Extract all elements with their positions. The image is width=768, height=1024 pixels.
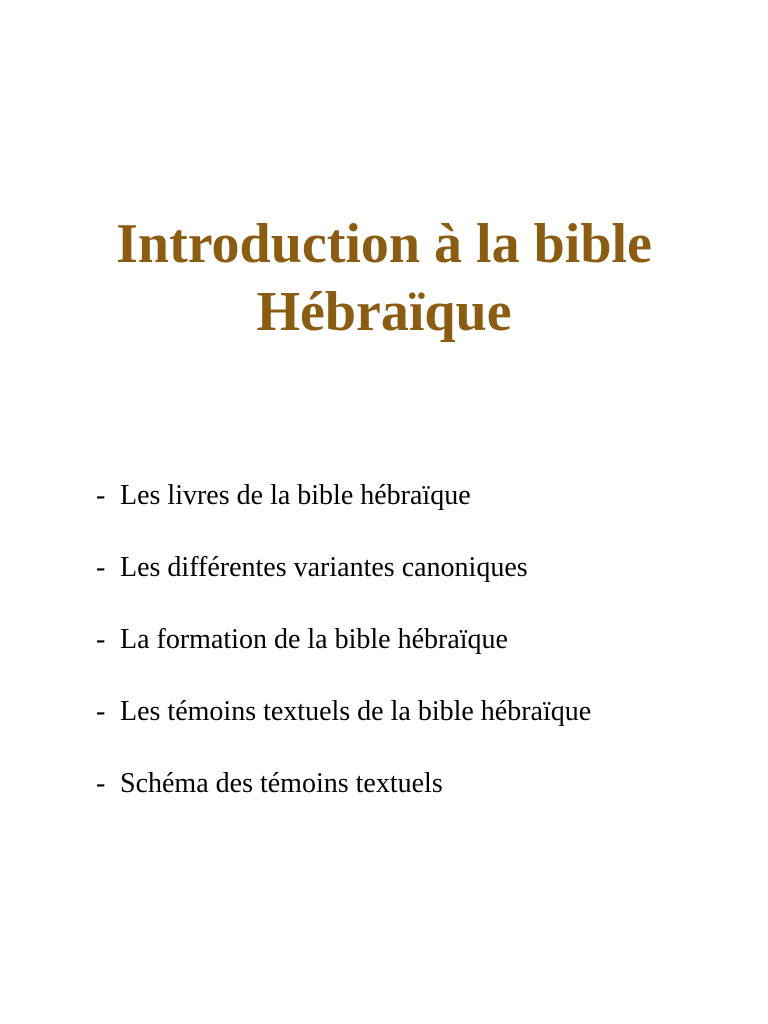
title-line-1: Introduction à la bible (116, 213, 652, 275)
list-item-text: La formation de la bible hébraïque (120, 624, 508, 655)
list-item-text: Les témoins textuels de la bible hébraïque (120, 696, 592, 727)
list-item (96, 692, 591, 732)
title-line-2: Hébraïque (256, 281, 512, 343)
topic-list (96, 476, 591, 836)
list-item (96, 764, 591, 804)
bullet-dash: - (96, 480, 106, 511)
bullet-dash: - (96, 552, 106, 583)
page-title (0, 210, 768, 346)
bullet-dash: - (96, 696, 106, 727)
list-item (96, 548, 591, 588)
bullet-dash: - (96, 624, 106, 655)
list-item-text: Les livres de la bible hébraïque (120, 480, 471, 511)
bullet-dash: - (96, 768, 106, 799)
list-item (96, 476, 591, 516)
list-item (96, 620, 591, 660)
list-item-text: Les différentes variantes canoniques (120, 552, 528, 583)
list-item-text: Schéma des témoins textuels (120, 768, 443, 799)
